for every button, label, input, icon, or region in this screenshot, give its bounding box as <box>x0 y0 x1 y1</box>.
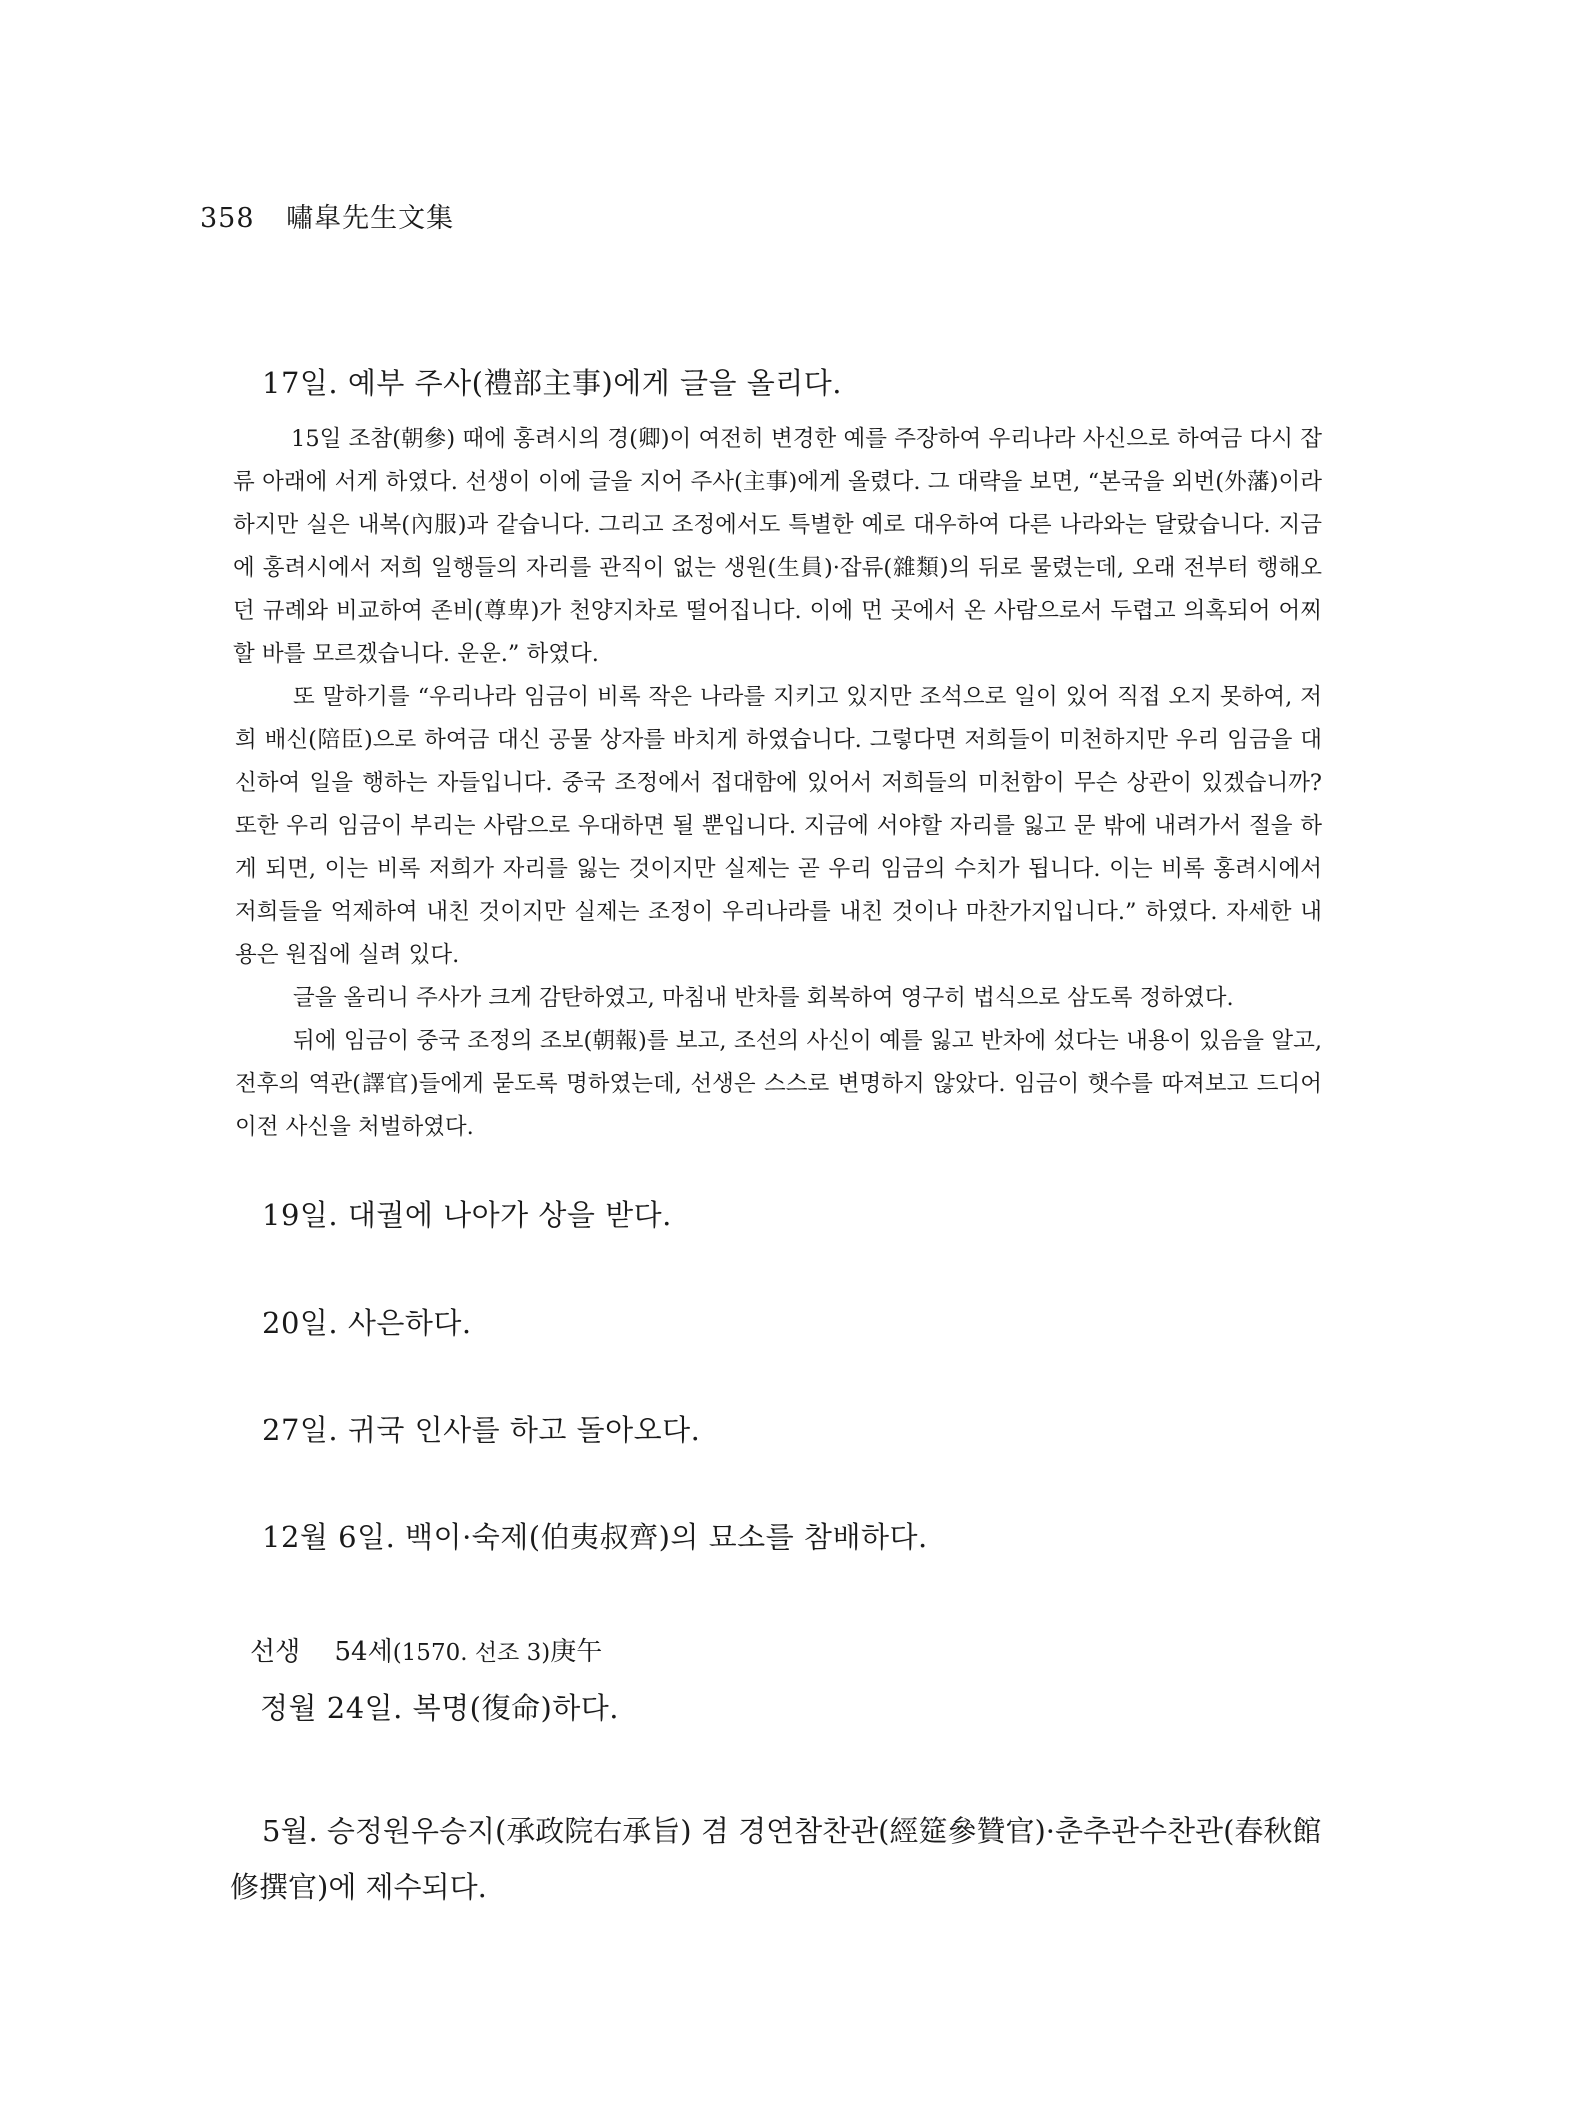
age-year: (1570. 선조 3) <box>392 1640 551 1666</box>
entry-17-paragraph-1: 15일 조참(朝參) 때에 홍려시의 경(卿)이 여전히 변경한 예를 주장하여 우리나라 사신으로 하여금 다시 잡류 아래에 서게 하였다. 선생이 이에 글을 지어 주사(主事)에게 올렸다. 그 대략을 보면, “본국을 외번(外藩)이라 하지만 실은 내복(內服)과 같습니다. 그리고 조정에서도 특별한 예로 대우하여 다른 나라와는 달랐습니다. 지금에 홍려시에서 저희 일행들의 자리를 관직이 없는 생원(生員)·잡류(雜類)의 뒤로 물렸는데, 오래 전부터 행해오던 규례와 비교하여 존비(尊卑)가 천양지차로 떨어집니다. 이에 먼 곳에서 온 사람으로서 두렵고 의혹되어 어찌할 바를 모르겠습니다. 운운.” 하였다. <box>233 426 1322 667</box>
entry-17-paragraph-2: 또 말하기를 “우리나라 임금이 비록 작은 나라를 지키고 있지만 조석으로 일이 있어 직접 오지 못하여, 저희 배신(陪臣)으로 하여금 대신 공물 상자를 바치게 하였습니다. 그렇다면 저희들이 미천하지만 우리 임금을 대신하여 일을 행하는 자들입니다. 중국 조정에서 접대함에 있어서 저희들의 미천함이 무슨 상관이 있겠습니까? 또한 우리 임금이 부리는 사람으로 우대하면 될 뿐입니다. 지금에 서야할 자리를 잃고 문 밖에 내려가서 절을 하게 되면, 이는 비록 저희가 자리를 잃는 것이지만 실제는 곧 우리 임금의 수치가 됩니다. 이는 비록 홍려시에서 저희들을 억제하여 내친 것이지만 실제는 조정이 우리나라를 내친 것이나 마찬가지입니다.” 하였다. 자세한 내용은 원집에 실려 있다. <box>235 684 1322 968</box>
age-heading <box>250 1633 602 1672</box>
entry-heading-jan-24: 정월 24일. 복명(復命)하다. <box>260 1691 620 1725</box>
entry-heading-may: 5월. 승정원우승지(承政院右承旨) 겸 경연참찬관(經筵參贊官)·춘추관수찬관(春秋館修撰官)에 제수되다. <box>230 1814 1322 1904</box>
age-value: 54세 <box>334 1637 393 1667</box>
entry-heading-dec-6: 12월 6일. 백이·숙제(伯夷叔齊)의 묘소를 참배하다. <box>262 1520 928 1554</box>
age-ganji: 庚午 <box>550 1637 603 1667</box>
entry-heading-27: 27일. 귀국 인사를 하고 돌아오다. <box>262 1413 701 1447</box>
age-label: 선생 <box>250 1637 301 1667</box>
entry-17-paragraph-3: 글을 올리니 주사가 크게 감탄하였고, 마침내 반차를 회복하여 영구히 법식으로 삼도록 정하였다. <box>293 985 1234 1011</box>
running-header <box>200 196 454 235</box>
entry-heading-17: 17일. 예부 주사(禮部主事)에게 글을 올리다. <box>262 366 843 400</box>
entry-heading-20: 20일. 사은하다. <box>262 1306 472 1340</box>
page-number: 358 <box>200 203 255 234</box>
book-title: 嘯皐先生文集 <box>286 203 455 234</box>
entry-heading-19: 19일. 대궐에 나아가 상을 받다. <box>262 1198 672 1232</box>
entry-17-paragraph-4: 뒤에 임금이 중국 조정의 조보(朝報)를 보고, 조선의 사신이 예를 잃고 반차에 섰다는 내용이 있음을 알고, 전후의 역관(譯官)들에게 묻도록 명하였는데, 선생은 스스로 변명하지 않았다. 임금이 햇수를 따져보고 드디어 이전 사신을 처벌하였다. <box>235 1028 1322 1140</box>
